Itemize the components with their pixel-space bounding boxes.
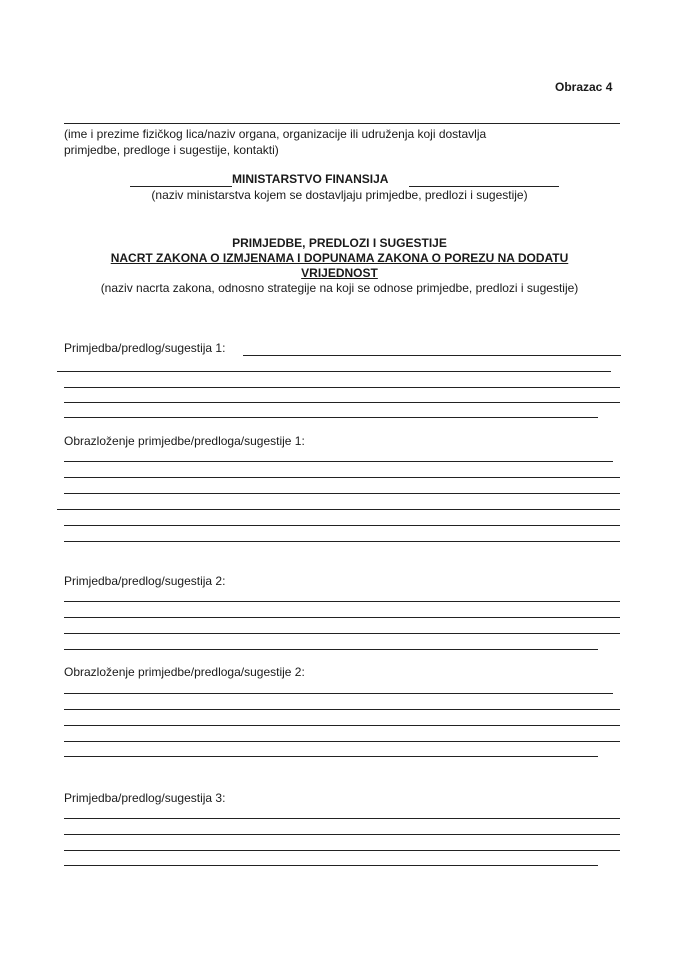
remark-1-line[interactable] xyxy=(64,417,598,418)
form-number: Obrazac 4 xyxy=(555,80,613,94)
explanation-1-line[interactable] xyxy=(57,509,620,510)
explanation-1-line[interactable] xyxy=(64,541,620,542)
explanation-2-line[interactable] xyxy=(64,693,613,694)
explanation-2-line[interactable] xyxy=(64,725,620,726)
remark-1-line[interactable] xyxy=(243,355,621,356)
explanation-1-line[interactable] xyxy=(64,477,620,478)
remark-3-line[interactable] xyxy=(64,818,620,819)
explanation-1-line[interactable] xyxy=(64,493,620,494)
remark-2-line[interactable] xyxy=(64,601,620,602)
explanation-1-label: Obrazloženje primjedbe/predloga/sugestije 1: xyxy=(64,434,305,448)
ministry-caption: (naziv ministarstva kojem se dostavljaju primjedbe, predlozi i sugestije) xyxy=(151,188,528,202)
remark-3-line[interactable] xyxy=(64,850,620,851)
ministry-line-left xyxy=(130,186,232,187)
law-title-line1: NACRT ZAKONA O IZMJENAMA I DOPUNAMA ZAKONA O POREZU NA DODATU xyxy=(110,251,569,265)
remark-2-line[interactable] xyxy=(64,649,598,650)
ministry-name: MINISTARSTVO FINANSIJA xyxy=(232,172,389,186)
remark-1-line[interactable] xyxy=(57,371,611,372)
document-heading: PRIMJEDBE, PREDLOZI I SUGESTIJE xyxy=(232,236,447,250)
ministry-line-right xyxy=(409,186,559,187)
remark-1-line[interactable] xyxy=(64,402,620,403)
explanation-2-label: Obrazloženje primjedbe/predloga/sugestije 2: xyxy=(64,665,305,679)
remark-3-label: Primjedba/predlog/sugestija 3: xyxy=(64,791,226,805)
remark-3-line[interactable] xyxy=(64,865,598,866)
remark-1-label: Primjedba/predlog/sugestija 1: xyxy=(64,341,226,355)
law-caption: (naziv nacrta zakona, odnosno strategije na koji se odnose primjedbe, predlozi i sugestije) xyxy=(100,281,579,295)
explanation-2-line[interactable] xyxy=(64,756,598,757)
explanation-1-line[interactable] xyxy=(64,461,613,462)
remark-1-line[interactable] xyxy=(64,387,620,388)
remark-2-label: Primjedba/predlog/sugestija 2: xyxy=(64,574,226,588)
remark-2-line[interactable] xyxy=(64,633,620,634)
law-title-line2: VRIJEDNOST xyxy=(301,266,378,280)
sender-field-line[interactable] xyxy=(64,123,620,124)
remark-3-line[interactable] xyxy=(64,834,620,835)
explanation-2-line[interactable] xyxy=(64,709,620,710)
remark-2-line[interactable] xyxy=(64,617,620,618)
explanation-2-line[interactable] xyxy=(64,741,620,742)
sender-caption-line1: (ime i prezime fizičkog lica/naziv organa, organizacije ili udruženja koji dostavlja xyxy=(64,127,487,141)
sender-caption-line2: primjedbe, predloge i sugestije, kontakti) xyxy=(64,143,279,157)
explanation-1-line[interactable] xyxy=(64,525,620,526)
